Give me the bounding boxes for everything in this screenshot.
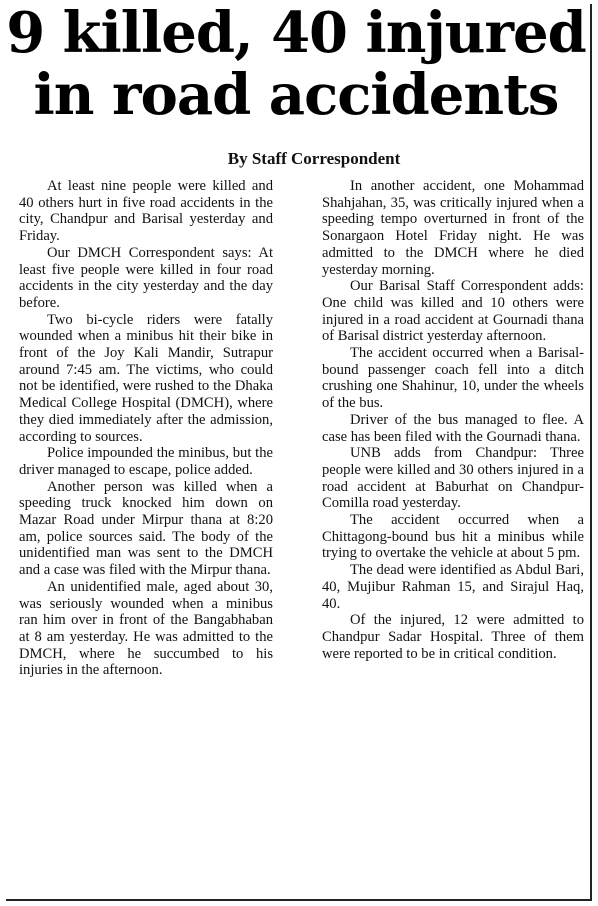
paragraph: UNB adds from Chandpur: Three people were killed and 30 others injured in a road accident at Baburhat on Chandpur-Comilla road yesterday. — [322, 445, 584, 512]
paragraph: Our DMCH Correspondent says: At least five people were killed in four road accidents in the city yesterday and the day before. — [19, 244, 273, 311]
paragraph: Two bi-cycle riders were fatally wounded when a minibus hit their bike in front of the Joy Kali Mandir, Sutrapur around 7:45 am. The victims, who could not be identified, were rushed to the Dhaka Medical College Hospital (DMCH), where they died immediately after the admission, according to sources. — [19, 311, 273, 445]
paragraph: Another person was killed when a speeding truck knocked him down on Mazar Road under Mirpur thana at 8:20 am, police sources said. The body of the unidentified man was sent to the DMCH and a case was filed with the Mirpur thana. — [19, 478, 273, 579]
paragraph: Of the injured, 12 were admitted to Chandpur Sadar Hospital. Three of them were reported to be in critical condition. — [322, 612, 584, 662]
headline-line-1: 9 killed, 40 injured — [6, 0, 586, 66]
left-column — [19, 178, 273, 679]
paragraph: Driver of the bus managed to flee. A case has been filed with the Gournadi thana. — [322, 411, 584, 445]
paragraph: The dead were identified as Abdul Bari, 40, Mujibur Rahman 15, and Sirajul Haq, 40. — [322, 562, 584, 612]
paragraph: In another accident, one Mohammad Shahjahan, 35, was critically injured when a speeding tempo overturned in front of the Sonargaon Hotel Friday night. He was admitted to the DMCH where he died yesterday morning. — [322, 178, 584, 278]
headline — [0, 2, 592, 126]
paragraph: At least nine people were killed and 40 others hurt in five road accidents in the city, Chandpur and Barisal yesterday and Friday. — [19, 178, 273, 245]
paragraph: Police impounded the minibus, but the driver managed to escape, police added. — [19, 445, 273, 478]
paragraph: The accident occurred when a Chittagong-bound bus hit a minibus while trying to overtake the vehicle at about 5 pm. — [322, 512, 584, 562]
paragraph: Our Barisal Staff Correspondent adds: One child was killed and 10 others were injured in a road accident at Gournadi thana of Barisal district yesterday afternoon. — [322, 278, 584, 345]
byline: By Staff Correspondent — [227, 149, 401, 168]
headline-line-2: in road accidents — [33, 62, 559, 128]
paragraph: An unidentified male, aged about 30, was seriously wounded when a minibus ran him over in front of the Bangabhaban at 8 am yesterday. He was admitted to the DMCH, where he succumbed to his injuries in the afternoon. — [19, 578, 273, 679]
paragraph: The accident occurred when a Barisal-bound passenger coach fell into a ditch crushing one Shahinur, 10, under the wheels of the bus. — [322, 345, 584, 412]
right-column — [322, 178, 584, 662]
